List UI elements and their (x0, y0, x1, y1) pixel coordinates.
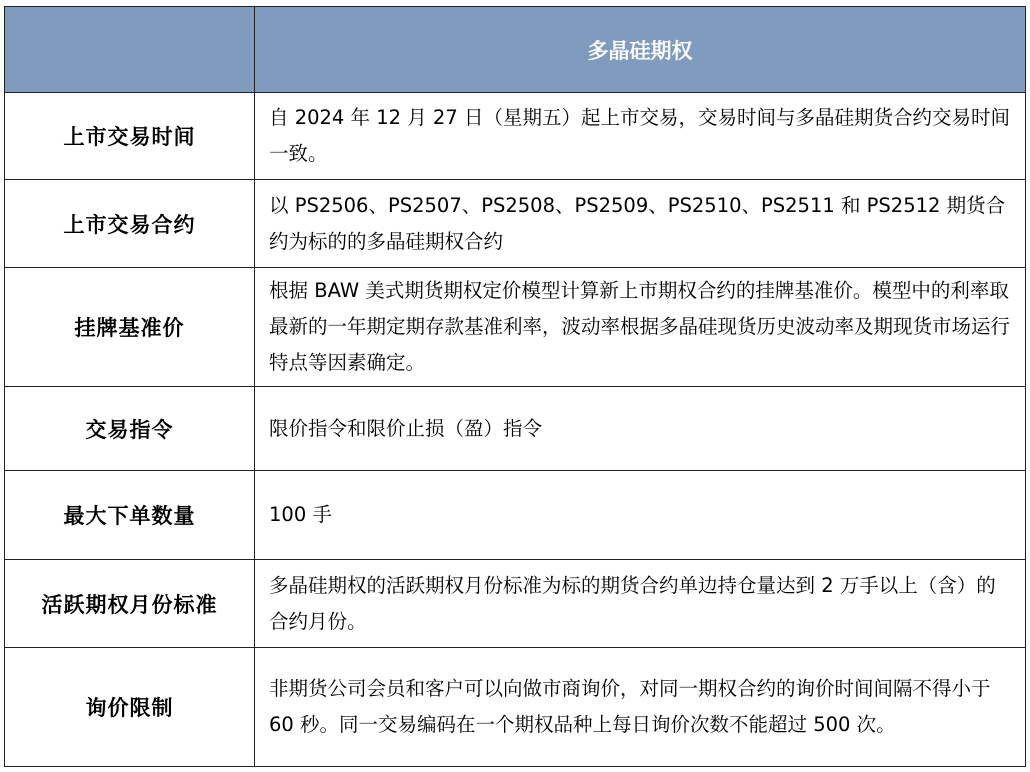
row-label-order-types: 交易指令 (5, 387, 255, 471)
table-header-row (5, 7, 1026, 93)
table-row (5, 93, 1026, 180)
table-row (5, 648, 1026, 767)
row-label-quote-request-limit: 询价限制 (5, 648, 255, 767)
row-value-quote-request-limit: 非期货公司会员和客户可以向做市商询价，对同一期权合约的询价时间间隔不得小于 60 秒。同一交易编码在一个期权品种上每日询价次数不能超过 500 次。 (255, 648, 1026, 767)
table-row (5, 560, 1026, 648)
table-row (5, 180, 1026, 268)
table-row (5, 268, 1026, 387)
table-row (5, 471, 1026, 560)
row-value-order-types: 限价指令和限价止损（盈）指令 (255, 387, 1026, 471)
row-value-listing-time: 自 2024 年 12 月 27 日（星期五）起上市交易，交易时间与多晶硅期货合约交易时间一致。 (255, 93, 1026, 180)
row-label-active-month-standard: 活跃期权月份标准 (5, 560, 255, 648)
option-spec-table (4, 6, 1026, 767)
row-label-listing-time: 上市交易时间 (5, 93, 255, 180)
row-value-max-order-size: 100 手 (255, 471, 1026, 560)
row-label-listed-contracts: 上市交易合约 (5, 180, 255, 268)
row-value-base-price: 根据 BAW 美式期货期权定价模型计算新上市期权合约的挂牌基准价。模型中的利率取最新的一年期定期存款基准利率，波动率根据多晶硅现货历史波动率及期现货市场运行特点等因素确定。 (255, 268, 1026, 387)
row-value-active-month-standard: 多晶硅期权的活跃期权月份标准为标的期货合约单边持仓量达到 2 万手以上（含）的合约月份。 (255, 560, 1026, 648)
row-value-listed-contracts: 以 PS2506、PS2507、PS2508、PS2509、PS2510、PS2511 和 PS2512 期货合约为标的的多晶硅期权合约 (255, 180, 1026, 268)
table-row (5, 387, 1026, 471)
row-label-base-price: 挂牌基准价 (5, 268, 255, 387)
row-label-max-order-size: 最大下单数量 (5, 471, 255, 560)
table-title: 多晶硅期权 (255, 7, 1026, 93)
header-corner-cell (5, 7, 255, 93)
